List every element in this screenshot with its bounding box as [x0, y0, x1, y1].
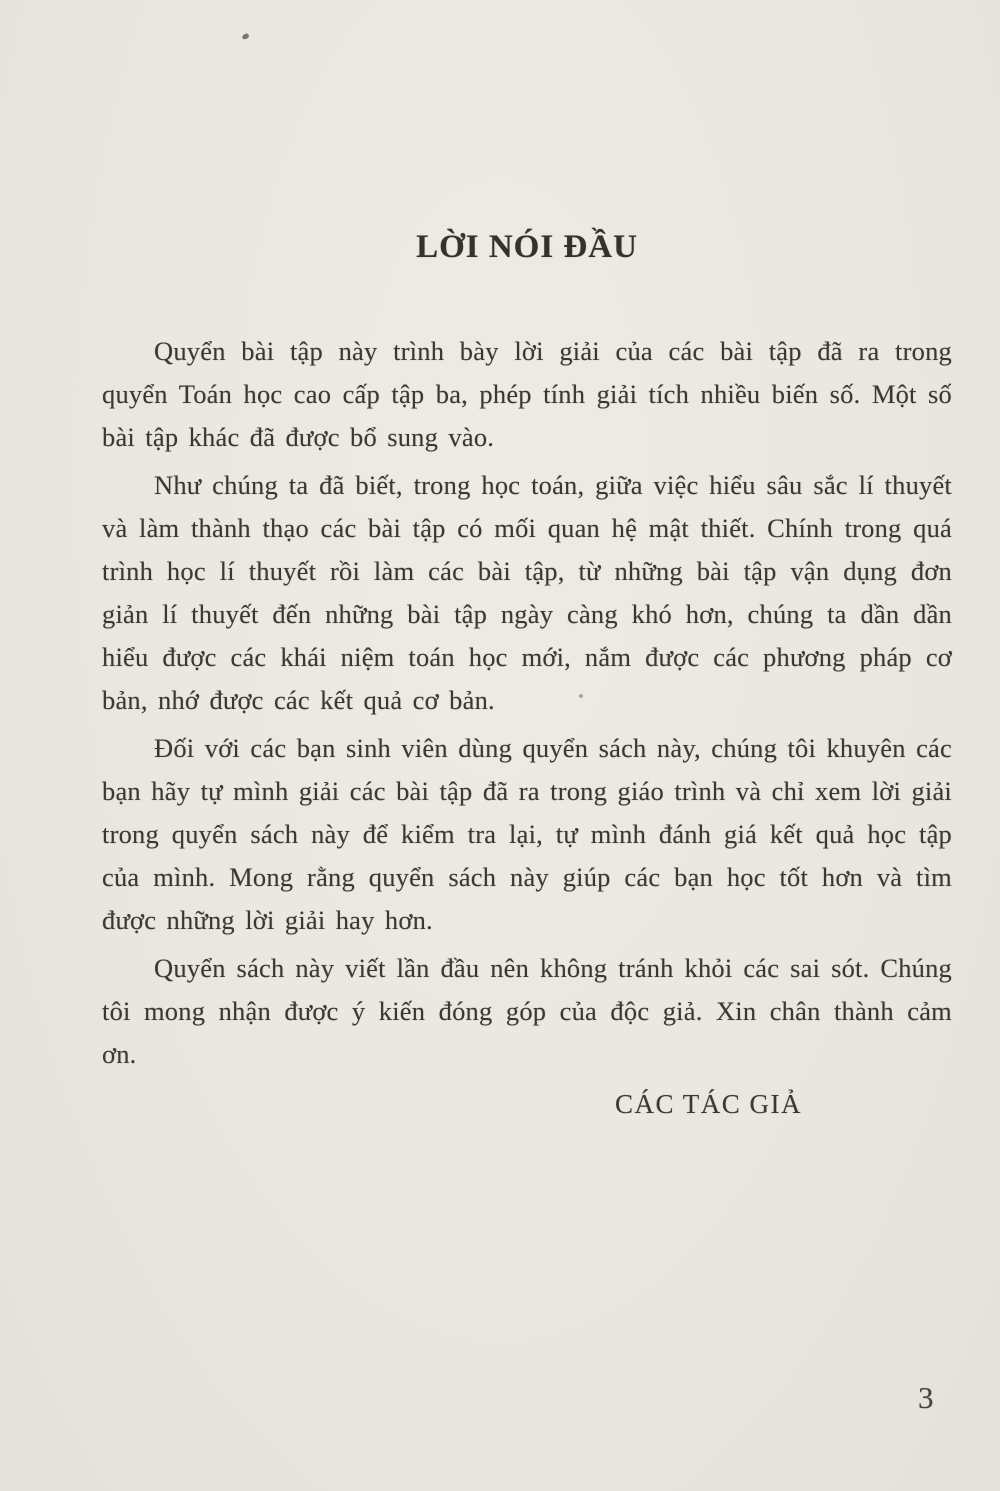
paragraph-4: Quyển sách này viết lần đầu nên không tránh khỏi các sai sót. Chúng tôi mong nhận được ý kiến đóng góp của độc giả. Xin chân thành cảm ơn. — [102, 953, 952, 1069]
scan-speck — [241, 33, 249, 40]
author-signature: CÁC TÁC GIẢ — [614, 1089, 802, 1119]
paragraph-3: Đối với các bạn sinh viên dùng quyển sách này, chúng tôi khuyên các bạn hãy tự mình giải các bài tập đã ra trong giáo trình và chỉ xem lời giải trong quyển sách này để kiểm tra lại, tự mình đánh giá kết quả học tập của mình. Mong rằng quyển sách này giúp các bạn học tốt hơn và tìm được những lời giải hay hơn. — [102, 733, 952, 935]
paragraph-1: Quyển bài tập này trình bày lời giải của các bài tập đã ra trong quyển Toán học cao cấp tập ba, phép tính giải tích nhiều biến số. Một số bài tập khác đã được bổ sung vào. — [102, 336, 952, 452]
page-title: LỜI NÓI ĐẦU — [416, 229, 638, 265]
paragraph-2: Như chúng ta đã biết, trong học toán, giữa việc hiểu sâu sắc lí thuyết và làm thành thạo các bài tập có mối quan hệ mật thiết. Chính trong quá trình học lí thuyết rồi làm các bài tập, từ những bài tập vận dụng đơn giản lí thuyết đến những bài tập ngày càng khó hơn, chúng ta dần dần hiểu được các khái niệm toán học mới, nắm được các phương pháp cơ bản, nhớ được các kết quả cơ bản. — [102, 470, 952, 715]
page-number: 3 — [918, 1380, 934, 1415]
page-content — [102, 226, 952, 1120]
